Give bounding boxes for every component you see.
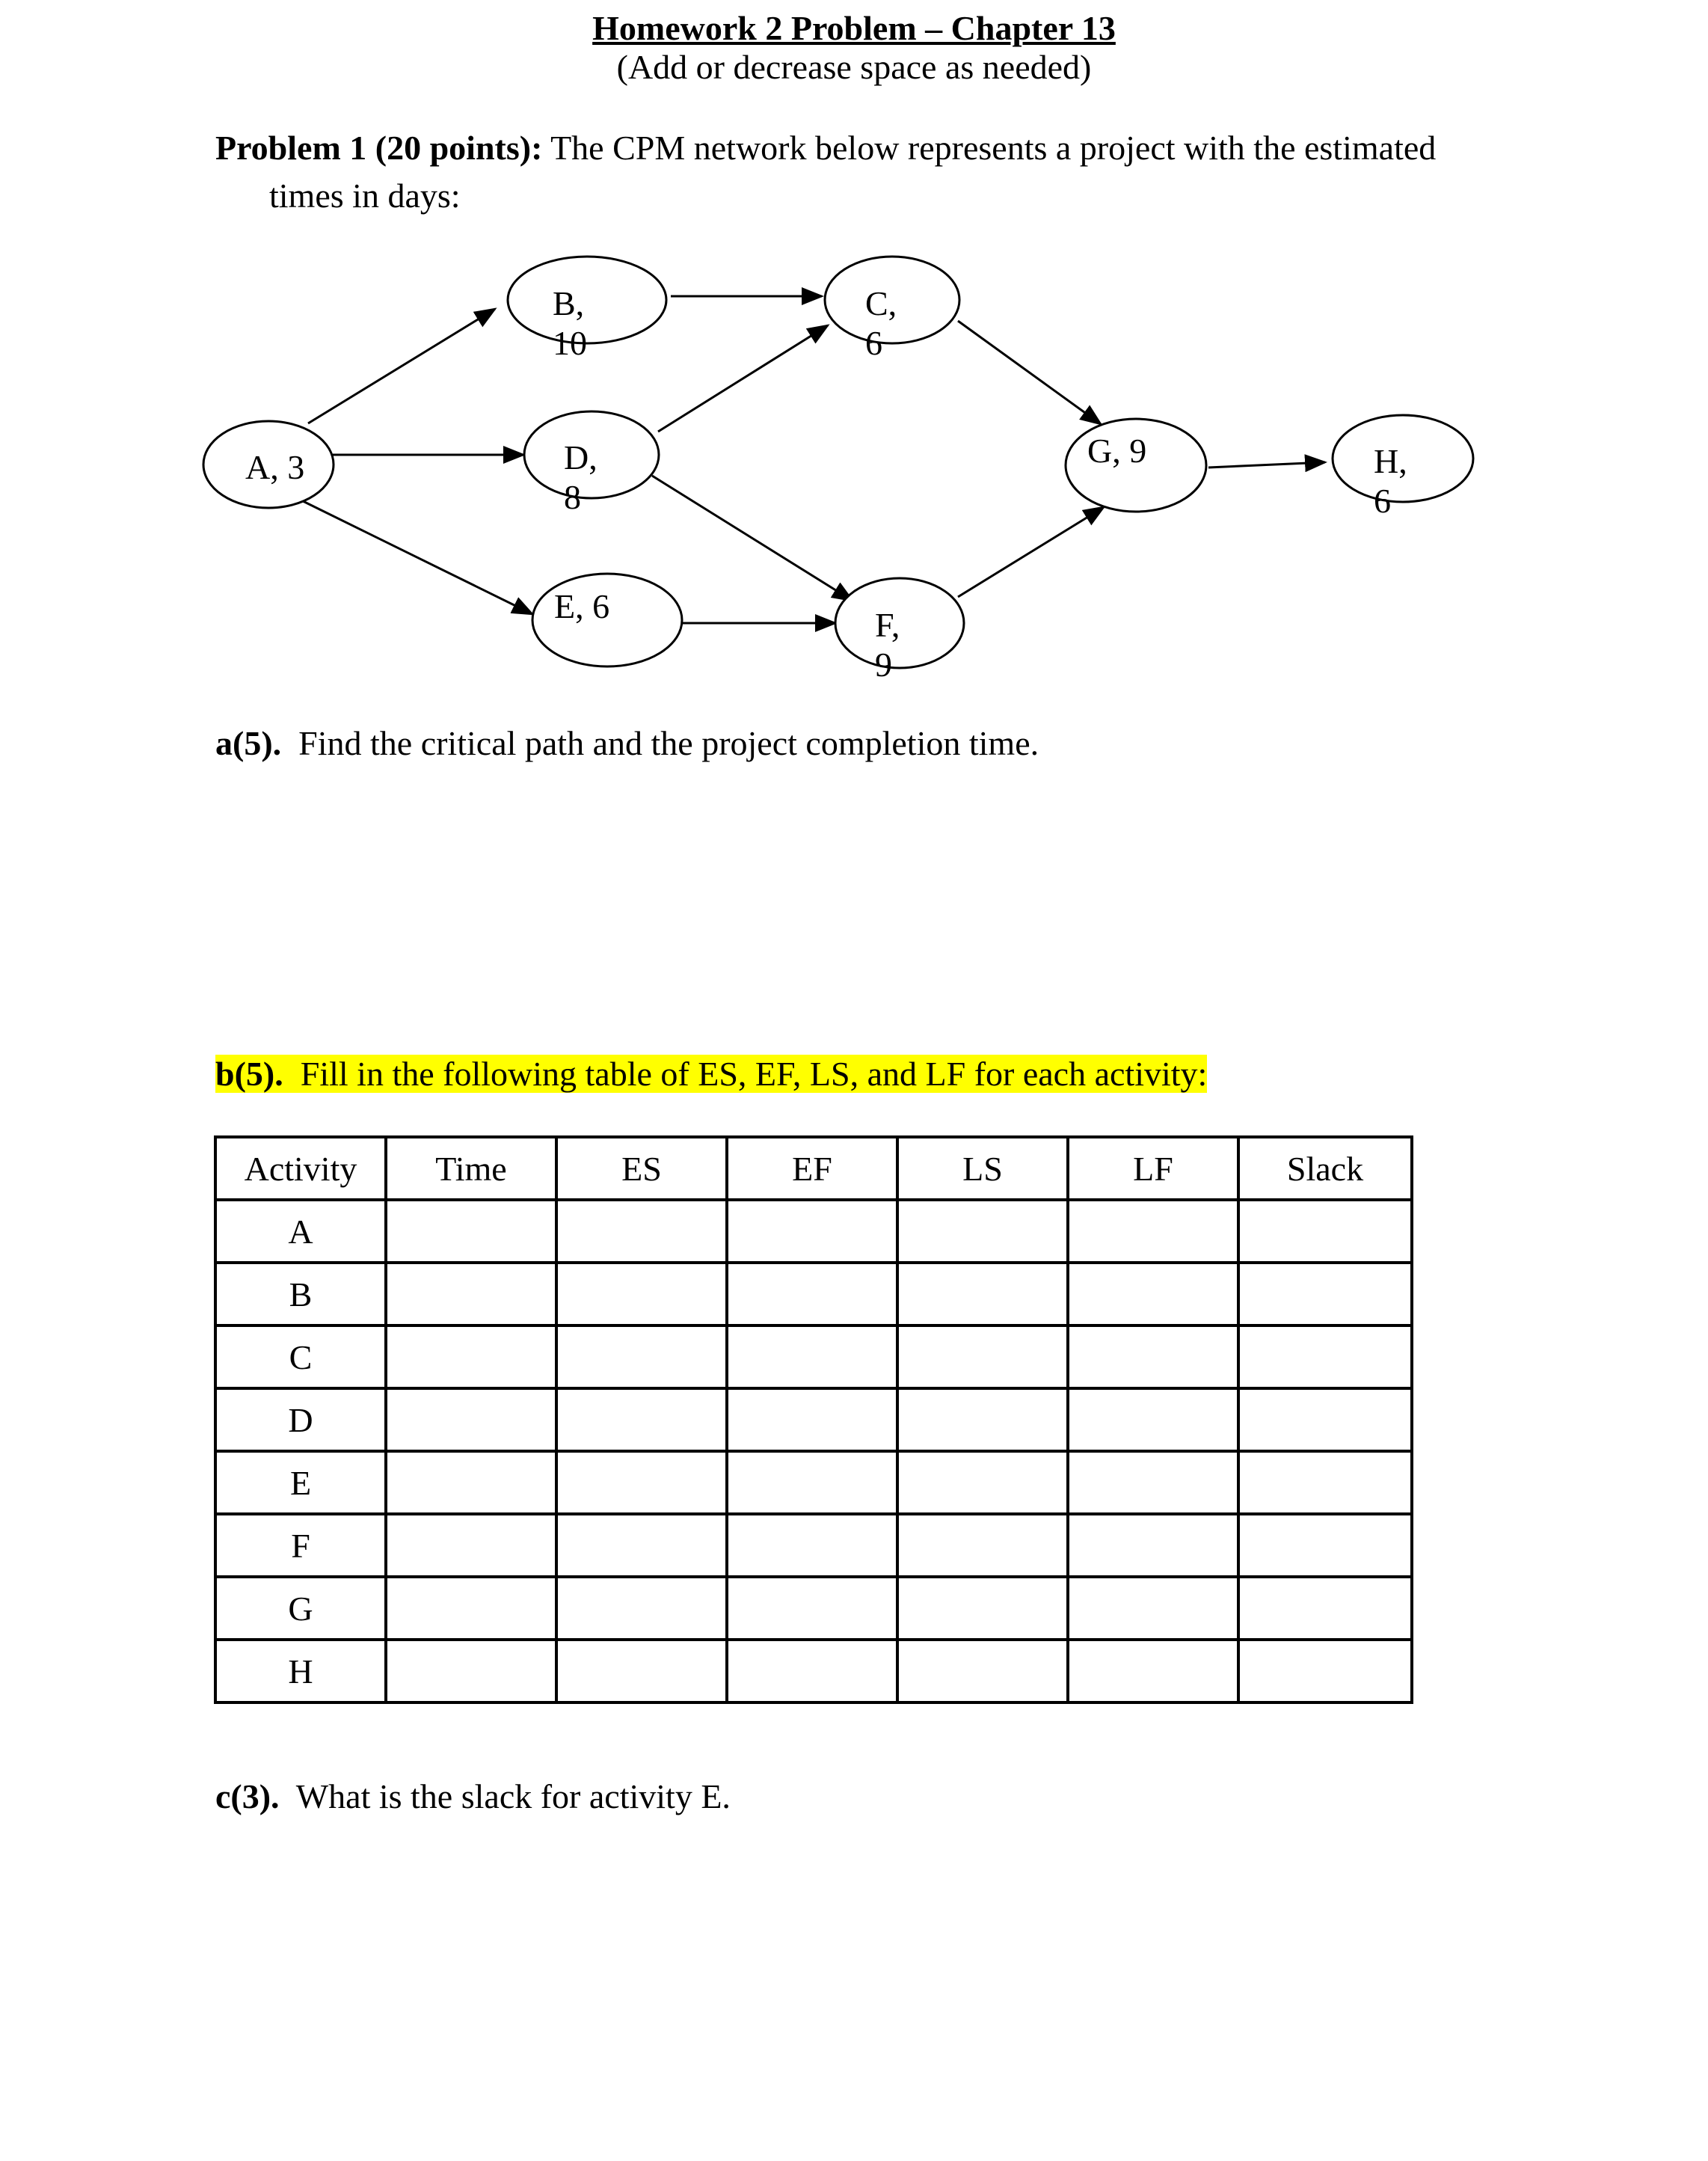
ls-cell[interactable] <box>897 1451 1068 1514</box>
ls-cell[interactable] <box>897 1325 1068 1388</box>
ls-cell[interactable] <box>897 1388 1068 1451</box>
node-d-label-2: 8 <box>564 478 581 516</box>
lf-cell[interactable] <box>1068 1577 1238 1640</box>
time-cell[interactable] <box>386 1263 556 1325</box>
question-a-text: Find the critical path and the project completion time. <box>281 724 1039 762</box>
slack-cell[interactable] <box>1238 1451 1412 1514</box>
ls-cell[interactable] <box>897 1514 1068 1577</box>
time-cell[interactable] <box>386 1640 556 1702</box>
slack-cell[interactable] <box>1238 1514 1412 1577</box>
slack-cell[interactable] <box>1238 1263 1412 1325</box>
activity-cell: D <box>215 1388 386 1451</box>
activity-cell: F <box>215 1514 386 1577</box>
question-b-label: b(5). <box>215 1055 283 1093</box>
node-e-label: E, 6 <box>554 587 610 625</box>
time-cell[interactable] <box>386 1514 556 1577</box>
node-h-label-2: 6 <box>1374 482 1391 520</box>
edge-a-e <box>297 498 532 614</box>
slack-cell[interactable] <box>1238 1577 1412 1640</box>
es-cell[interactable] <box>556 1263 727 1325</box>
activity-cell: A <box>215 1200 386 1263</box>
header-ls: LS <box>897 1137 1068 1200</box>
es-cell[interactable] <box>556 1451 727 1514</box>
edge-f-g <box>958 507 1104 597</box>
problem-label: Problem 1 (20 points): <box>215 129 543 167</box>
activity-cell: B <box>215 1263 386 1325</box>
es-cell[interactable] <box>556 1514 727 1577</box>
slack-cell[interactable] <box>1238 1325 1412 1388</box>
ef-cell[interactable] <box>727 1514 897 1577</box>
slack-cell[interactable] <box>1238 1388 1412 1451</box>
node-b-label-2: 10 <box>553 324 587 362</box>
lf-cell[interactable] <box>1068 1325 1238 1388</box>
node-d-label-1: D, <box>564 438 598 476</box>
question-b-text: Fill in the following table of ES, EF, LS, and LF for each activity: <box>283 1055 1208 1093</box>
edge-g-h <box>1208 462 1325 468</box>
activity-cell: G <box>215 1577 386 1640</box>
es-cell[interactable] <box>556 1640 727 1702</box>
table-row <box>215 1388 1412 1451</box>
lf-cell[interactable] <box>1068 1388 1238 1451</box>
table-row <box>215 1451 1412 1514</box>
time-cell[interactable] <box>386 1325 556 1388</box>
problem-text-line2: times in days: <box>269 177 461 215</box>
node-b <box>508 257 666 343</box>
slack-cell[interactable] <box>1238 1640 1412 1702</box>
node-g-label: G, 9 <box>1087 432 1147 470</box>
page-title: Homework 2 Problem – Chapter 13 <box>592 9 1116 47</box>
ls-cell[interactable] <box>897 1640 1068 1702</box>
page-subtitle: (Add or decrease space as needed) <box>616 48 1092 86</box>
lf-cell[interactable] <box>1068 1451 1238 1514</box>
node-a-label: A, 3 <box>245 448 305 486</box>
lf-cell[interactable] <box>1068 1514 1238 1577</box>
table-row <box>215 1200 1412 1263</box>
ef-cell[interactable] <box>727 1388 897 1451</box>
table-row <box>215 1640 1412 1702</box>
es-cell[interactable] <box>556 1200 727 1263</box>
es-cell[interactable] <box>556 1388 727 1451</box>
slack-cell[interactable] <box>1238 1200 1412 1263</box>
ef-cell[interactable] <box>727 1577 897 1640</box>
header-es: ES <box>556 1137 727 1200</box>
time-cell[interactable] <box>386 1451 556 1514</box>
table-row <box>215 1577 1412 1640</box>
header-ef: EF <box>727 1137 897 1200</box>
question-c-text: What is the slack for activity E. <box>279 1777 731 1815</box>
table-row <box>215 1263 1412 1325</box>
edge-d-c <box>658 325 828 432</box>
lf-cell[interactable] <box>1068 1200 1238 1263</box>
header-activity: Activity <box>215 1137 386 1200</box>
ef-cell[interactable] <box>727 1451 897 1514</box>
header-lf: LF <box>1068 1137 1238 1200</box>
header-slack: Slack <box>1238 1137 1412 1200</box>
table-header-row <box>215 1137 1412 1200</box>
header-time: Time <box>386 1137 556 1200</box>
ls-cell[interactable] <box>897 1263 1068 1325</box>
es-cell[interactable] <box>556 1325 727 1388</box>
time-cell[interactable] <box>386 1200 556 1263</box>
schedule-table <box>214 1135 1413 1704</box>
cpm-network-diagram <box>0 0 1708 718</box>
lf-cell[interactable] <box>1068 1263 1238 1325</box>
node-c-label-2: 6 <box>865 324 882 362</box>
activity-cell: C <box>215 1325 386 1388</box>
table-row <box>215 1325 1412 1388</box>
question-b-highlight <box>215 1055 1207 1093</box>
ef-cell[interactable] <box>727 1263 897 1325</box>
es-cell[interactable] <box>556 1577 727 1640</box>
table-row <box>215 1514 1412 1577</box>
question-c <box>215 1774 731 1819</box>
activity-cell: E <box>215 1451 386 1514</box>
lf-cell[interactable] <box>1068 1640 1238 1702</box>
ef-cell[interactable] <box>727 1325 897 1388</box>
activity-cell: H <box>215 1640 386 1702</box>
question-b <box>215 1052 1207 1097</box>
node-b-label-1: B, <box>553 284 585 322</box>
question-a-label: a(5). <box>215 724 282 762</box>
time-cell[interactable] <box>386 1577 556 1640</box>
edge-d-f <box>652 476 853 601</box>
ef-cell[interactable] <box>727 1640 897 1702</box>
node-h-label-1: H, <box>1374 442 1407 480</box>
node-f-label-2: 9 <box>875 646 892 684</box>
node-f-label-1: F, <box>875 606 900 644</box>
ef-cell[interactable] <box>727 1200 897 1263</box>
question-c-label: c(3). <box>215 1777 280 1815</box>
problem-text-line1: The CPM network below represents a project with the estimated <box>542 129 1437 167</box>
ls-cell[interactable] <box>897 1200 1068 1263</box>
edge-a-b <box>308 309 495 423</box>
edge-c-g <box>958 321 1101 424</box>
question-a <box>215 721 1039 766</box>
ls-cell[interactable] <box>897 1577 1068 1640</box>
node-c-label-1: C, <box>865 284 897 322</box>
time-cell[interactable] <box>386 1388 556 1451</box>
